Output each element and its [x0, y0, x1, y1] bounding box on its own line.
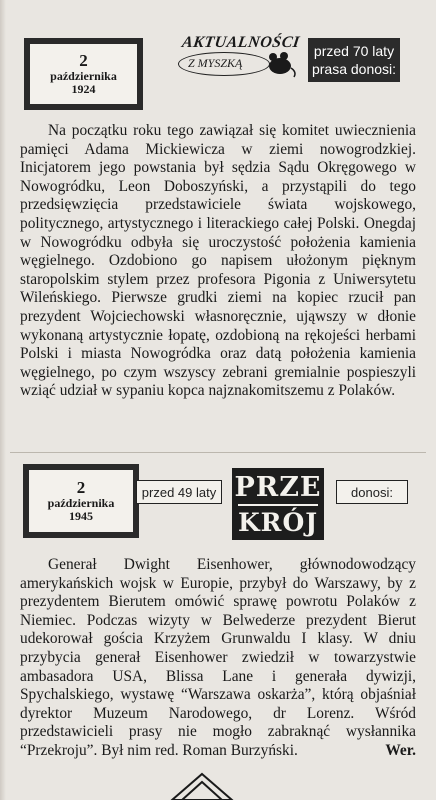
article-1945-text [20, 556, 416, 761]
logo-przekroj-top: PRZE [234, 472, 322, 503]
date-box-inner [29, 470, 133, 532]
section-divider [10, 452, 426, 453]
label-text: przed 49 laty [141, 484, 217, 500]
page-edge [0, 0, 6, 800]
label-przed-70-laty [308, 38, 400, 82]
date-day: 2 [79, 51, 88, 71]
article-1945-body: Generał Dwight Eisenhower, głównodowodzący amerykańskich wojsk w Europie, przybył do Warszawy, by z prezydentem Bierutem omówić sprawę powrotu Polaków z Niemiec. Podczas wizyty w Belwederze prezydent Bierut udekorował gościa Krzyżem Grunwaldu I klasy. W dniu przybycia generał Eisenhower zwiedził w towarzystwie ambasadora USA, Blissa Lane i generała dywizji, Spychalskiego, wystawę “Warszawa oskarża”, którą objaśniał dyrektor Muzeum Narodowego, dr Lorenz. Wśród przedstawicieli prasy nie mogło zabraknąć wysłannika “Przekroju”. Był nim red. Roman Burzyński. [20, 556, 416, 759]
mouse-icon [264, 48, 298, 78]
article-1924-text: Na początku roku tego zawiązał się komitet uwiecznienia pamięci Adama Mickiewicza w ziemi nowogrodzkiej. Inicjatorem jego powstania był sędzia Sądu Okręgowego w Nowogródku, Leon Doboszyński, a przystąpili do tego przedsięwzięcia przedstawiciele świata wojskowego, politycznego, artystycznego i literackiego całej Polski. Onegdaj w Nowogródku odbyła się uroczystość położenia kamienia węgielnego. Ozdobiono go napisem ułożonym pięknym staropolskim stylem przez profesora Pigonia z Uniwersytetu Wileńskiego. Pierwsze grudki ziemi na kopiec rzucił pan prezydent Wojciechowski własnoręcznie, ująwszy w dłonie wykonaną artystycznie łopatę, ozdobioną na rękojeści herbami Polski i miasta Nowogródka oraz datą położenia kamienia węgielnego, po czym wszyscy zebrani gremialnie pospieszyli wziąć udział w sypaniu kopca najznakomitszemu z Polaków. [20, 122, 416, 400]
aktualnosci-z-myszka-logo [178, 34, 301, 88]
article-1924 [20, 122, 416, 401]
date-box-1924 [24, 38, 143, 110]
label-line-2: prasa donosi: [311, 61, 397, 77]
przekroj-logo [232, 468, 324, 540]
article-1945 [20, 556, 416, 761]
logo-line-2: Z MYSZKĄ [188, 56, 243, 70]
logo-przekroj-bottom: KRÓJ [237, 508, 319, 537]
date-month: października [47, 496, 115, 511]
label-przed-49-laty [136, 480, 222, 504]
label-donosi [336, 480, 408, 504]
triangle-ornament-icon [170, 772, 234, 800]
logo-rule [238, 504, 318, 506]
date-day: 2 [76, 478, 86, 498]
signature: Wer. [385, 741, 416, 759]
date-year: 1945 [69, 508, 93, 523]
label-line-1: przed 70 laty [313, 43, 395, 59]
date-year: 1924 [71, 81, 96, 96]
label-text: donosi: [351, 484, 393, 500]
logo-line-1: AKTUALNOŚCI [180, 34, 301, 51]
date-box-1945 [23, 464, 139, 538]
date-box-inner [30, 44, 137, 104]
date-month: października [50, 69, 117, 84]
